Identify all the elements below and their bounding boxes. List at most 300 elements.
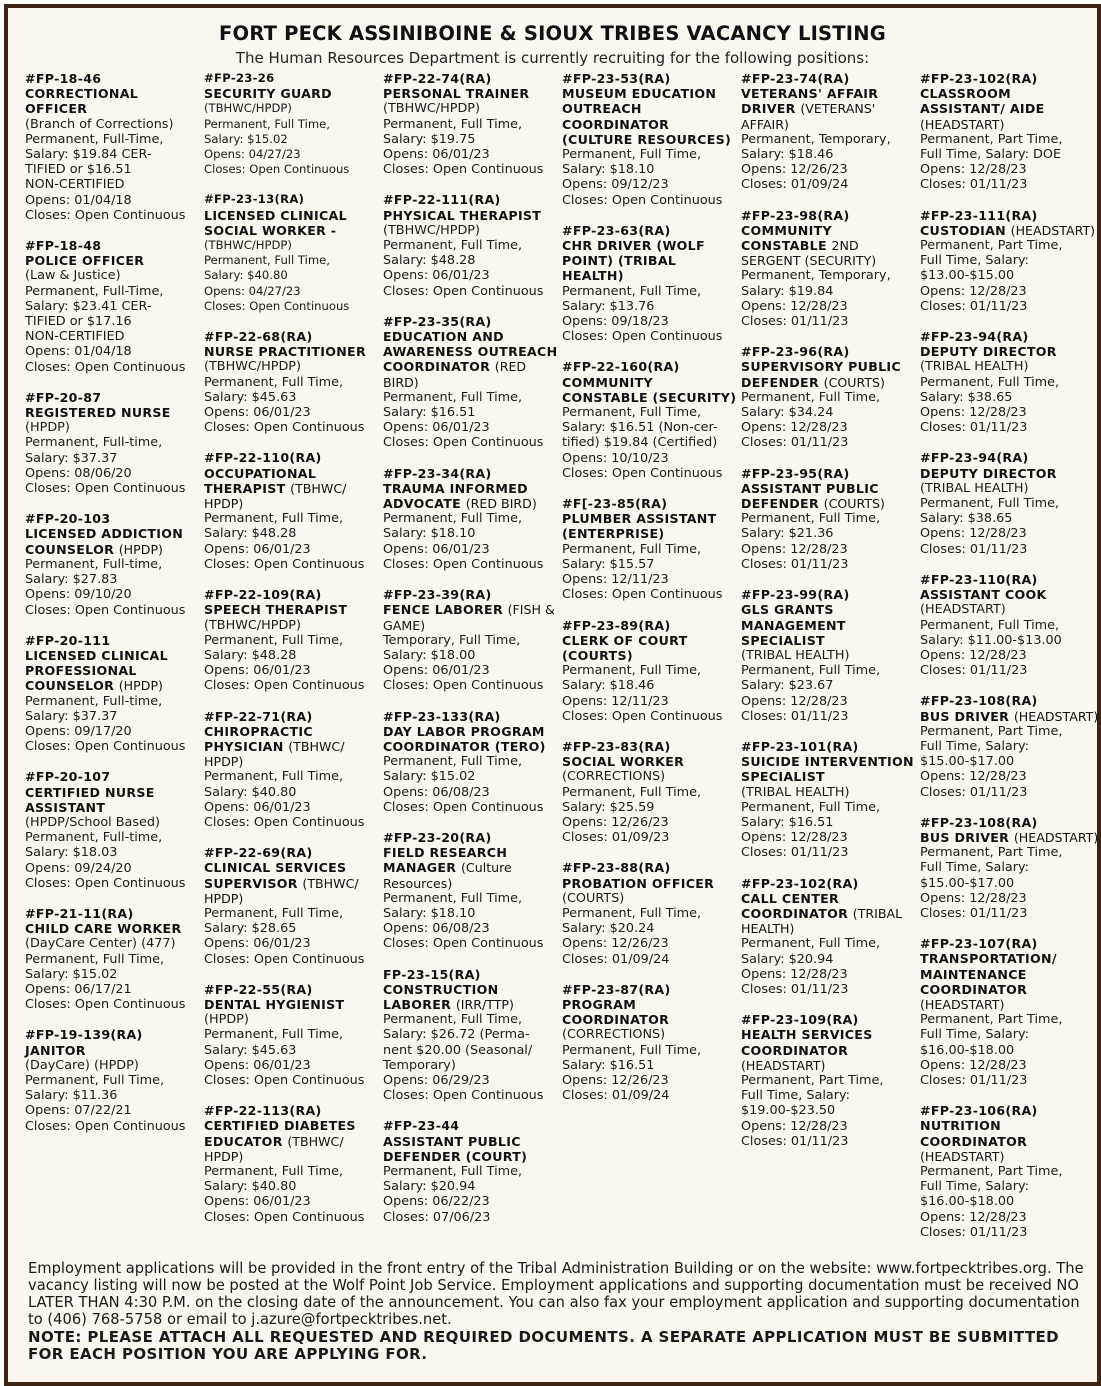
job-detail-line: Opens: 06/01/23: [204, 405, 311, 421]
job-listing: [562, 739, 741, 845]
job-listing: [204, 709, 383, 831]
job-detail-line: Permanent, Full Time,: [383, 754, 523, 770]
job-id: #FP-23-13(RA): [204, 192, 305, 207]
job-detail-line: Salary: $48.28: [204, 647, 297, 663]
job-detail-line: Permanent, Full Time,: [383, 1012, 523, 1028]
job-title: PROBATION OFFICER: [562, 875, 715, 891]
job-detail-line: Permanent, Full Time,: [920, 374, 1060, 390]
job-title: CONSTRUCTION LABORER: [383, 981, 499, 1012]
job-title: CORRECTIONAL OFFICER: [25, 86, 139, 117]
job-detail-line: Salary: $40.80: [204, 1179, 297, 1195]
job-title: DENTAL HYGIENIST: [204, 996, 345, 1012]
job-id: #FP-23-94(RA): [920, 450, 1029, 466]
job-listing: [562, 359, 741, 481]
job-title-block: [383, 208, 562, 223]
job-detail-line: Opens: 06/01/23: [383, 268, 490, 284]
job-listing: [920, 815, 1099, 921]
job-title: PROGRAM COORDINATOR: [562, 996, 670, 1028]
job-title: ASSISTANT PUBLIC DEFENDER: [741, 480, 879, 512]
job-detail-line: Opens: 12/28/23: [741, 420, 848, 436]
job-detail-line: Salary: $20.24: [562, 921, 655, 937]
job-title: OCCUPATIONAL THERAPIST: [204, 465, 317, 496]
job-detail-line: Salary: $37.37: [25, 708, 118, 724]
job-detail-line: Closes: 01/09/24: [562, 951, 670, 967]
job-detail-line: Closes: Open Continuous: [562, 465, 723, 481]
job-detail-line: Salary: $27.83: [25, 572, 118, 588]
job-detail-line: (DayCare Center) (477): [25, 936, 176, 952]
job-detail-line: Salary: $20.94: [383, 1179, 476, 1195]
job-detail-line: Opens: 06/08/23: [383, 921, 490, 937]
vacancy-columns: [25, 71, 1099, 1251]
job-id: #FP-20-107: [25, 769, 111, 785]
job-detail-line: Permanent, Full Time,: [383, 389, 523, 405]
job-detail-line: Closes: 01/11/23: [920, 1072, 1028, 1088]
job-id: FP-23-15(RA): [383, 966, 481, 982]
job-id: #F[-23-85(RA): [562, 496, 668, 512]
job-id: #FP-22-111(RA): [383, 192, 501, 208]
job-id: #FP-23-98(RA): [741, 207, 850, 223]
job-detail-line: Opens: 12/28/23: [741, 1118, 848, 1134]
job-detail-line: Salary: $45.63: [204, 389, 297, 405]
job-detail-line: Opens: 06/29/23: [383, 1072, 490, 1088]
job-detail-line: Temporary, Full Time,: [383, 632, 521, 648]
job-listing: [204, 982, 383, 1088]
job-detail-line: Permanent, Full-Time,: [25, 283, 164, 299]
job-department: (RED BIRD): [465, 496, 537, 512]
job-detail-line: $13.00-$15.00: [920, 268, 1015, 284]
job-detail-line: Closes: Open Continuous: [383, 1088, 544, 1104]
job-id: #FP-22-68(RA): [204, 329, 313, 345]
job-detail-line: Opens: 07/22/21: [25, 1103, 132, 1119]
job-id: #FP-22-55(RA): [204, 981, 313, 997]
job-detail-line: Closes: 01/11/23: [920, 784, 1028, 800]
job-detail-line: Salary: $19.84 CER-: [25, 147, 152, 163]
job-detail-line: Opens: 12/28/23: [920, 769, 1027, 785]
job-id: #FP-23-99(RA): [741, 587, 850, 603]
job-title-block: [741, 359, 920, 389]
job-title-block: [741, 1027, 920, 1073]
job-detail-line: Permanent, Full Time,: [204, 1164, 344, 1179]
job-detail-line: Salary: $38.65: [920, 389, 1013, 405]
job-listing: [383, 967, 562, 1104]
job-detail-line: Opens: 06/01/23: [383, 420, 490, 436]
job-detail-line: tified) $19.84 (Certified): [562, 435, 718, 451]
job-id: #FP-23-63(RA): [562, 222, 671, 238]
job-detail-line: Salary: $16.51: [383, 405, 476, 421]
job-listing: [204, 71, 383, 177]
job-title-block: [562, 754, 741, 769]
job-detail-line: Permanent, Part Time,: [741, 1072, 884, 1088]
job-title-block: [920, 223, 1099, 238]
job-detail-line: Opens: 12/28/23: [741, 830, 848, 846]
job-detail-line: Full Time, Salary: DOE: [920, 147, 1062, 163]
job-detail-line: $15.00-$17.00: [920, 875, 1015, 891]
job-detail-line: Opens: 12/26/23: [741, 162, 848, 178]
job-detail-line: Opens: 06/01/23: [383, 541, 490, 557]
job-listing: [25, 71, 204, 223]
job-department: (COURTS): [823, 374, 885, 390]
job-title: LICENSED CLINICAL SOCIAL WORKER -: [204, 207, 347, 238]
job-id: #FP-22-110(RA): [204, 450, 322, 466]
job-listing: [920, 936, 1099, 1088]
job-detail-line: Salary: $34.24: [741, 405, 834, 421]
job-detail-line: Opens: 09/24/20: [25, 860, 132, 876]
job-detail-line: Salary: $15.57: [562, 556, 655, 572]
job-detail-line: Opens: 04/27/23: [204, 147, 301, 162]
job-detail-line: Closes: 01/09/24: [741, 177, 849, 193]
job-detail-line: Permanent, Full Time,: [204, 905, 344, 921]
job-title-block: [562, 238, 741, 284]
job-detail-line: Permanent, Part Time,: [920, 238, 1063, 254]
job-detail-line: Salary: $15.02: [25, 966, 118, 982]
job-id: #FP-23-89(RA): [562, 617, 671, 633]
job-title-block: [25, 253, 204, 268]
job-title-block: [920, 86, 1099, 132]
job-listing: [204, 587, 383, 693]
job-detail-line: (CORRECTIONS): [562, 769, 666, 785]
job-detail-line: (TBHWC/HPDP): [383, 101, 481, 117]
job-title-block: [920, 587, 1099, 602]
job-id: #FP-23-88(RA): [562, 860, 671, 876]
job-title: FENCE LABORER: [383, 602, 503, 618]
job-title-block: [204, 724, 383, 770]
job-id: #FP-23-96(RA): [741, 344, 850, 360]
job-title: BUS DRIVER: [920, 708, 1010, 724]
job-detail-line: Permanent, Full Time,: [204, 1027, 344, 1043]
job-id: #FP-23-44: [383, 1118, 460, 1134]
job-id: #FP-22-160(RA): [562, 359, 680, 375]
footer-note: NOTE: PLEASE ATTACH ALL REQUESTED AND REQUIRED DOCUMENTS. A SEPARATE APPLICATION MUST BE SUBMITTED FOR EACH POSITION YOU ARE APPLYING FOR.: [28, 1328, 1059, 1363]
job-title: COMMUNITY CONSTABLE (SECURITY): [562, 374, 737, 405]
job-id: #FP-23-111(RA): [920, 207, 1038, 223]
job-detail-line: Permanent, Full Time,: [25, 1072, 165, 1088]
job-title: CLERK OF COURT (COURTS): [562, 632, 688, 663]
job-listing: [204, 450, 383, 572]
job-id: #FP-23-108(RA): [920, 814, 1038, 830]
job-title-block: [383, 724, 562, 754]
job-detail-line: Permanent, Full Time,: [383, 116, 523, 132]
job-detail-line: Permanent, Full Time,: [204, 116, 330, 131]
job-detail-line: Permanent, Full Time,: [383, 1164, 523, 1179]
job-detail-line: Permanent, Full Time,: [383, 238, 523, 254]
job-title-block: [562, 511, 741, 541]
job-detail-line: Opens: 12/28/23: [741, 966, 848, 982]
job-title-block: [920, 951, 1099, 1012]
job-id: #FP-20-103: [25, 511, 111, 527]
job-detail-line: Salary: $25.59: [562, 799, 655, 815]
job-title-block: [741, 891, 920, 937]
job-listing: [383, 466, 562, 572]
job-department: (RED BIRD): [383, 359, 527, 390]
job-detail-line: Closes: 01/11/23: [741, 845, 849, 861]
job-detail-line: Closes: 01/09/24: [562, 1088, 670, 1104]
job-listing: [920, 1103, 1099, 1240]
job-detail-line: Opens: 09/12/23: [562, 177, 669, 193]
job-detail-line: Salary: $19.84: [741, 283, 834, 299]
job-detail-line: Opens: 06/01/23: [383, 663, 490, 679]
job-detail-line: $16.00-$18.00: [920, 1042, 1015, 1058]
job-detail-line: Opens: 06/22/23: [383, 1194, 490, 1210]
job-detail-line: Salary: $23.67: [741, 678, 834, 694]
job-detail-line: Opens: 06/01/23: [204, 1194, 311, 1210]
job-detail-line: Salary: $11.36: [25, 1088, 118, 1104]
job-id: #FP-23-110(RA): [920, 571, 1038, 587]
job-detail-line: Permanent, Full-time,: [25, 693, 163, 709]
job-department: (TBHWC/ HPDP): [204, 480, 347, 512]
job-title: SECURITY GUARD: [204, 86, 332, 102]
job-detail-line: Salary: $18.10: [383, 905, 476, 921]
job-detail-line: Opens: 06/01/23: [383, 147, 490, 163]
job-id: #FP-23-87(RA): [562, 981, 671, 997]
job-detail-line: Closes: Open Continuous: [383, 936, 544, 952]
job-detail-line: Salary: $38.65: [920, 511, 1013, 527]
job-listing: [562, 982, 741, 1104]
job-detail-line: Closes: 01/11/23: [741, 314, 849, 330]
job-detail-line: Salary: $20.94: [741, 951, 834, 967]
job-detail-line: Closes: 01/11/23: [741, 556, 849, 572]
job-title: CHILD CARE WORKER: [25, 921, 182, 937]
job-title-block: [383, 845, 562, 891]
page-title: FORT PECK ASSINIBOINE & SIOUX TRIBES VACANCY LISTING: [219, 22, 886, 45]
job-title: SUICIDE INTERVENTION SPECIALIST: [741, 754, 914, 785]
job-detail-line: Closes: 01/09/23: [562, 830, 670, 846]
job-detail-line: Closes: 01/11/23: [741, 981, 849, 997]
job-detail-line: Permanent, Full Time,: [741, 511, 881, 527]
job-detail-line: Closes: Open Continuous: [25, 207, 186, 223]
job-title: ASSISTANT PUBLIC DEFENDER (COURT): [383, 1133, 528, 1164]
job-id: #FP-23-26: [204, 71, 275, 85]
job-detail-line: Closes: Open Continuous: [204, 814, 365, 830]
vacancy-column: [383, 71, 562, 1251]
job-title: BUS DRIVER: [920, 829, 1010, 845]
job-detail-line: (HPDP): [25, 420, 70, 436]
job-detail-line: (TRIBAL HEALTH): [741, 784, 850, 800]
job-detail-line: Opens: 12/28/23: [920, 1057, 1027, 1073]
job-detail-line: Permanent, Full Time,: [204, 511, 344, 527]
job-detail-line: Permanent, Full Time,: [25, 951, 165, 967]
job-detail-line: NON-CERTIFIED: [25, 329, 125, 345]
job-detail-line: Salary: $45.63: [204, 1042, 297, 1058]
job-detail-line: Permanent, Full Time,: [383, 511, 523, 527]
job-department: (IRR/TTP): [455, 996, 514, 1012]
job-title: PLUMBER ASSISTANT (ENTERPRISE): [562, 511, 717, 542]
job-detail-line: Permanent, Part Time,: [920, 131, 1063, 147]
job-title-block: [920, 344, 1099, 359]
job-detail-line: Salary: $19.75: [383, 131, 476, 147]
job-detail-line: (HEADSTART): [920, 602, 1006, 618]
job-detail-line: Closes: Open Continuous: [204, 162, 350, 177]
job-title-block: [562, 876, 741, 891]
job-id: #FP-18-48: [25, 238, 102, 254]
job-title-block: [204, 466, 383, 512]
job-title-block: [204, 208, 383, 238]
vacancy-column: [562, 71, 741, 1251]
job-detail-line: Permanent, Full-Time,: [25, 131, 164, 147]
job-detail-line: Permanent, Temporary,: [741, 131, 891, 147]
job-title-block: [25, 921, 204, 936]
job-detail-line: (TBHWC/HPDP): [204, 238, 292, 253]
job-title: POLICE OFFICER: [25, 253, 145, 269]
job-detail-line: Permanent, Full Time,: [562, 283, 702, 299]
job-detail-line: Closes: 01/11/23: [920, 420, 1028, 436]
job-title: PERSONAL TRAINER: [383, 86, 530, 102]
job-detail-line: $15.00-$17.00: [920, 754, 1015, 770]
job-detail-line: Permanent, Full Time,: [741, 936, 881, 952]
job-detail-line: Permanent, Full Time,: [562, 905, 702, 921]
job-detail-line: Closes: Open Continuous: [25, 739, 186, 755]
job-detail-line: TIFIED or $17.16: [25, 314, 132, 330]
job-detail-line: Temporary): [383, 1057, 456, 1073]
job-detail-line: (TBHWC/HPDP): [204, 617, 302, 633]
job-id: #FP-22-71(RA): [204, 708, 313, 724]
job-department: (VETERANS' AFFAIR): [741, 101, 876, 132]
job-detail-line: Salary: $18.03: [25, 845, 118, 861]
job-detail-line: Closes: Open Continuous: [204, 420, 365, 436]
job-detail-line: Closes: Open Continuous: [25, 359, 186, 375]
job-detail-line: Salary: $18.00: [383, 647, 476, 663]
job-detail-line: Permanent, Full Time,: [562, 147, 702, 163]
job-title: TRANSPORTATION/ MAINTENANCE COORDINATOR: [920, 951, 1057, 997]
job-detail-line: Closes: Open Continuous: [383, 556, 544, 572]
job-detail-line: Closes: 01/11/23: [920, 298, 1028, 314]
job-detail-line: Opens: 06/01/23: [204, 663, 311, 679]
job-listing: [562, 860, 741, 966]
job-title-block: [204, 602, 383, 617]
job-title: CHR DRIVER (WOLF POINT) (TRIBAL HEALTH): [562, 238, 705, 284]
job-detail-line: Permanent, Full-time,: [25, 556, 163, 572]
job-detail-line: Closes: Open Continuous: [25, 481, 186, 497]
job-listing: [383, 192, 562, 298]
vacancy-column: [25, 71, 204, 1251]
job-id: #FP-23-101(RA): [741, 738, 859, 754]
job-title-block: [383, 1134, 562, 1164]
job-department: (HEADSTART): [741, 1057, 826, 1073]
job-id: #FP-22-74(RA): [383, 71, 492, 86]
job-detail-line: Closes: Open Continuous: [204, 951, 365, 967]
job-department: (TBHWC/ HPDP): [204, 738, 345, 770]
job-title: CHIROPRACTIC PHYSICIAN: [204, 723, 313, 754]
job-detail-line: Salary: $28.65: [204, 921, 297, 937]
vacancy-column: [204, 71, 383, 1251]
job-detail-line: Closes: 01/11/23: [920, 177, 1028, 193]
job-detail-line: Opens: 09/17/20: [25, 723, 132, 739]
job-detail-line: Full Time, Salary:: [741, 1088, 850, 1104]
job-detail-line: Salary: $16.51 (Non-cer-: [562, 420, 718, 436]
job-detail-line: (TRIBAL HEALTH): [920, 359, 1029, 375]
job-listing: [741, 876, 920, 998]
job-title-block: [25, 785, 204, 815]
job-detail-line: Salary: $21.36: [741, 526, 834, 542]
job-detail-line: Permanent, Full Time,: [562, 784, 702, 800]
job-detail-line: Closes: Open Continuous: [204, 556, 365, 572]
job-listing: [741, 1012, 920, 1149]
job-title: VETERANS' AFFAIR DRIVER: [741, 86, 879, 117]
job-title: JANITOR: [25, 1042, 86, 1058]
job-detail-line: Permanent, Part Time,: [920, 1012, 1063, 1028]
job-id: #FP-18-46: [25, 71, 102, 86]
job-listing: [25, 390, 204, 496]
job-title-block: [383, 481, 562, 511]
job-title: CALL CENTER COORDINATOR: [741, 890, 849, 921]
job-detail-line: Salary: $18.46: [562, 678, 655, 694]
job-detail-line: Opens: 06/08/23: [383, 784, 490, 800]
job-detail-line: Closes: 01/11/23: [920, 541, 1028, 557]
page-subtitle: The Human Resources Department is currently recruiting for the following positions:: [235, 49, 870, 67]
job-listing: [204, 329, 383, 435]
job-department: (Culture Resources): [383, 860, 512, 891]
job-detail-line: Salary: $18.10: [383, 526, 476, 542]
job-department: (COURTS): [823, 496, 885, 512]
job-listing: [383, 1118, 562, 1224]
listing-frame: [4, 4, 1101, 1386]
job-detail-line: Permanent, Full Time,: [741, 663, 881, 679]
job-title: SUPERVISORY PUBLIC DEFENDER: [741, 359, 901, 390]
job-title: REGISTERED NURSE: [25, 405, 171, 421]
job-detail-line: Opens: 12/28/23: [920, 1209, 1027, 1225]
job-detail-line: Salary: $16.51: [741, 814, 834, 830]
job-detail-line: (DayCare) (HPDP): [25, 1057, 139, 1073]
job-detail-line: Closes: Open Continuous: [562, 192, 723, 208]
job-detail-line: Closes: 01/11/23: [920, 905, 1028, 921]
job-detail-line: Closes: Open Continuous: [383, 678, 544, 694]
job-listing: [383, 314, 562, 451]
job-detail-line: Opens: 12/28/23: [741, 541, 848, 557]
job-detail-line: Closes: 01/11/23: [741, 708, 849, 724]
job-detail-line: Opens: 12/28/23: [920, 162, 1027, 178]
job-detail-line: (TBHWC/HPDP): [204, 101, 292, 116]
job-detail-line: Closes: Open Continuous: [383, 162, 544, 178]
job-detail-line: Opens: 01/04/18: [25, 192, 132, 208]
job-detail-line: Permanent, Full Time,: [562, 405, 702, 421]
job-detail-line: Opens: 01/04/18: [25, 344, 132, 360]
job-id: #FP-19-139(RA): [25, 1027, 143, 1043]
job-detail-line: Opens: 06/01/23: [204, 541, 311, 557]
job-listing: [562, 496, 741, 602]
job-title: FIELD RESEARCH MANAGER: [383, 845, 508, 876]
job-detail-line: Salary: $18.46: [741, 147, 834, 163]
job-title-block: [204, 860, 383, 906]
job-detail-line: Salary: $40.80: [204, 268, 288, 283]
job-department: (TRIBAL HEALTH): [741, 905, 903, 937]
job-detail-line: Permanent, Temporary,: [741, 268, 891, 284]
job-title: CLASSROOM ASSISTANT/ AIDE: [920, 86, 1045, 117]
job-detail-line: Salary: $16.51: [562, 1057, 655, 1073]
job-detail-line: Closes: Open Continuous: [383, 799, 544, 815]
job-detail-line: Opens: 09/18/23: [562, 314, 669, 330]
job-title: EDUCATION AND AWARENESS OUTREACH COORDINATOR: [383, 329, 558, 375]
job-id: #FP-23-53(RA): [562, 71, 671, 86]
job-detail-line: Closes: Open Continuous: [383, 435, 544, 451]
job-detail-line: Closes: Open Continuous: [25, 875, 186, 891]
job-detail-line: Permanent, Part Time,: [920, 845, 1063, 861]
job-detail-line: Opens: 12/26/23: [562, 814, 669, 830]
job-detail-line: (TBHWC/HPDP): [204, 359, 302, 375]
job-detail-line: Opens: 12/28/23: [920, 526, 1027, 542]
job-detail-line: Closes: 01/11/23: [741, 435, 849, 451]
job-department: (HEADSTART): [920, 996, 1005, 1012]
job-listing: [204, 192, 383, 314]
job-department: (HEADSTART): [920, 1148, 1005, 1164]
job-department: (HEADSTART): [1013, 708, 1099, 724]
job-detail-line: Full Time, Salary:: [920, 253, 1029, 269]
job-title: CUSTODIAN: [920, 222, 1006, 238]
job-id: #FP-20-111: [25, 632, 111, 648]
job-title: GLS GRANTS MANAGEMENT SPECIALIST: [741, 602, 846, 648]
job-detail-line: (COURTS): [562, 890, 625, 906]
job-detail-line: Salary: $11.00-$13.00: [920, 632, 1062, 648]
job-detail-line: Permanent, Full-time,: [25, 830, 163, 846]
job-detail-line: Opens: 06/01/23: [204, 936, 311, 952]
